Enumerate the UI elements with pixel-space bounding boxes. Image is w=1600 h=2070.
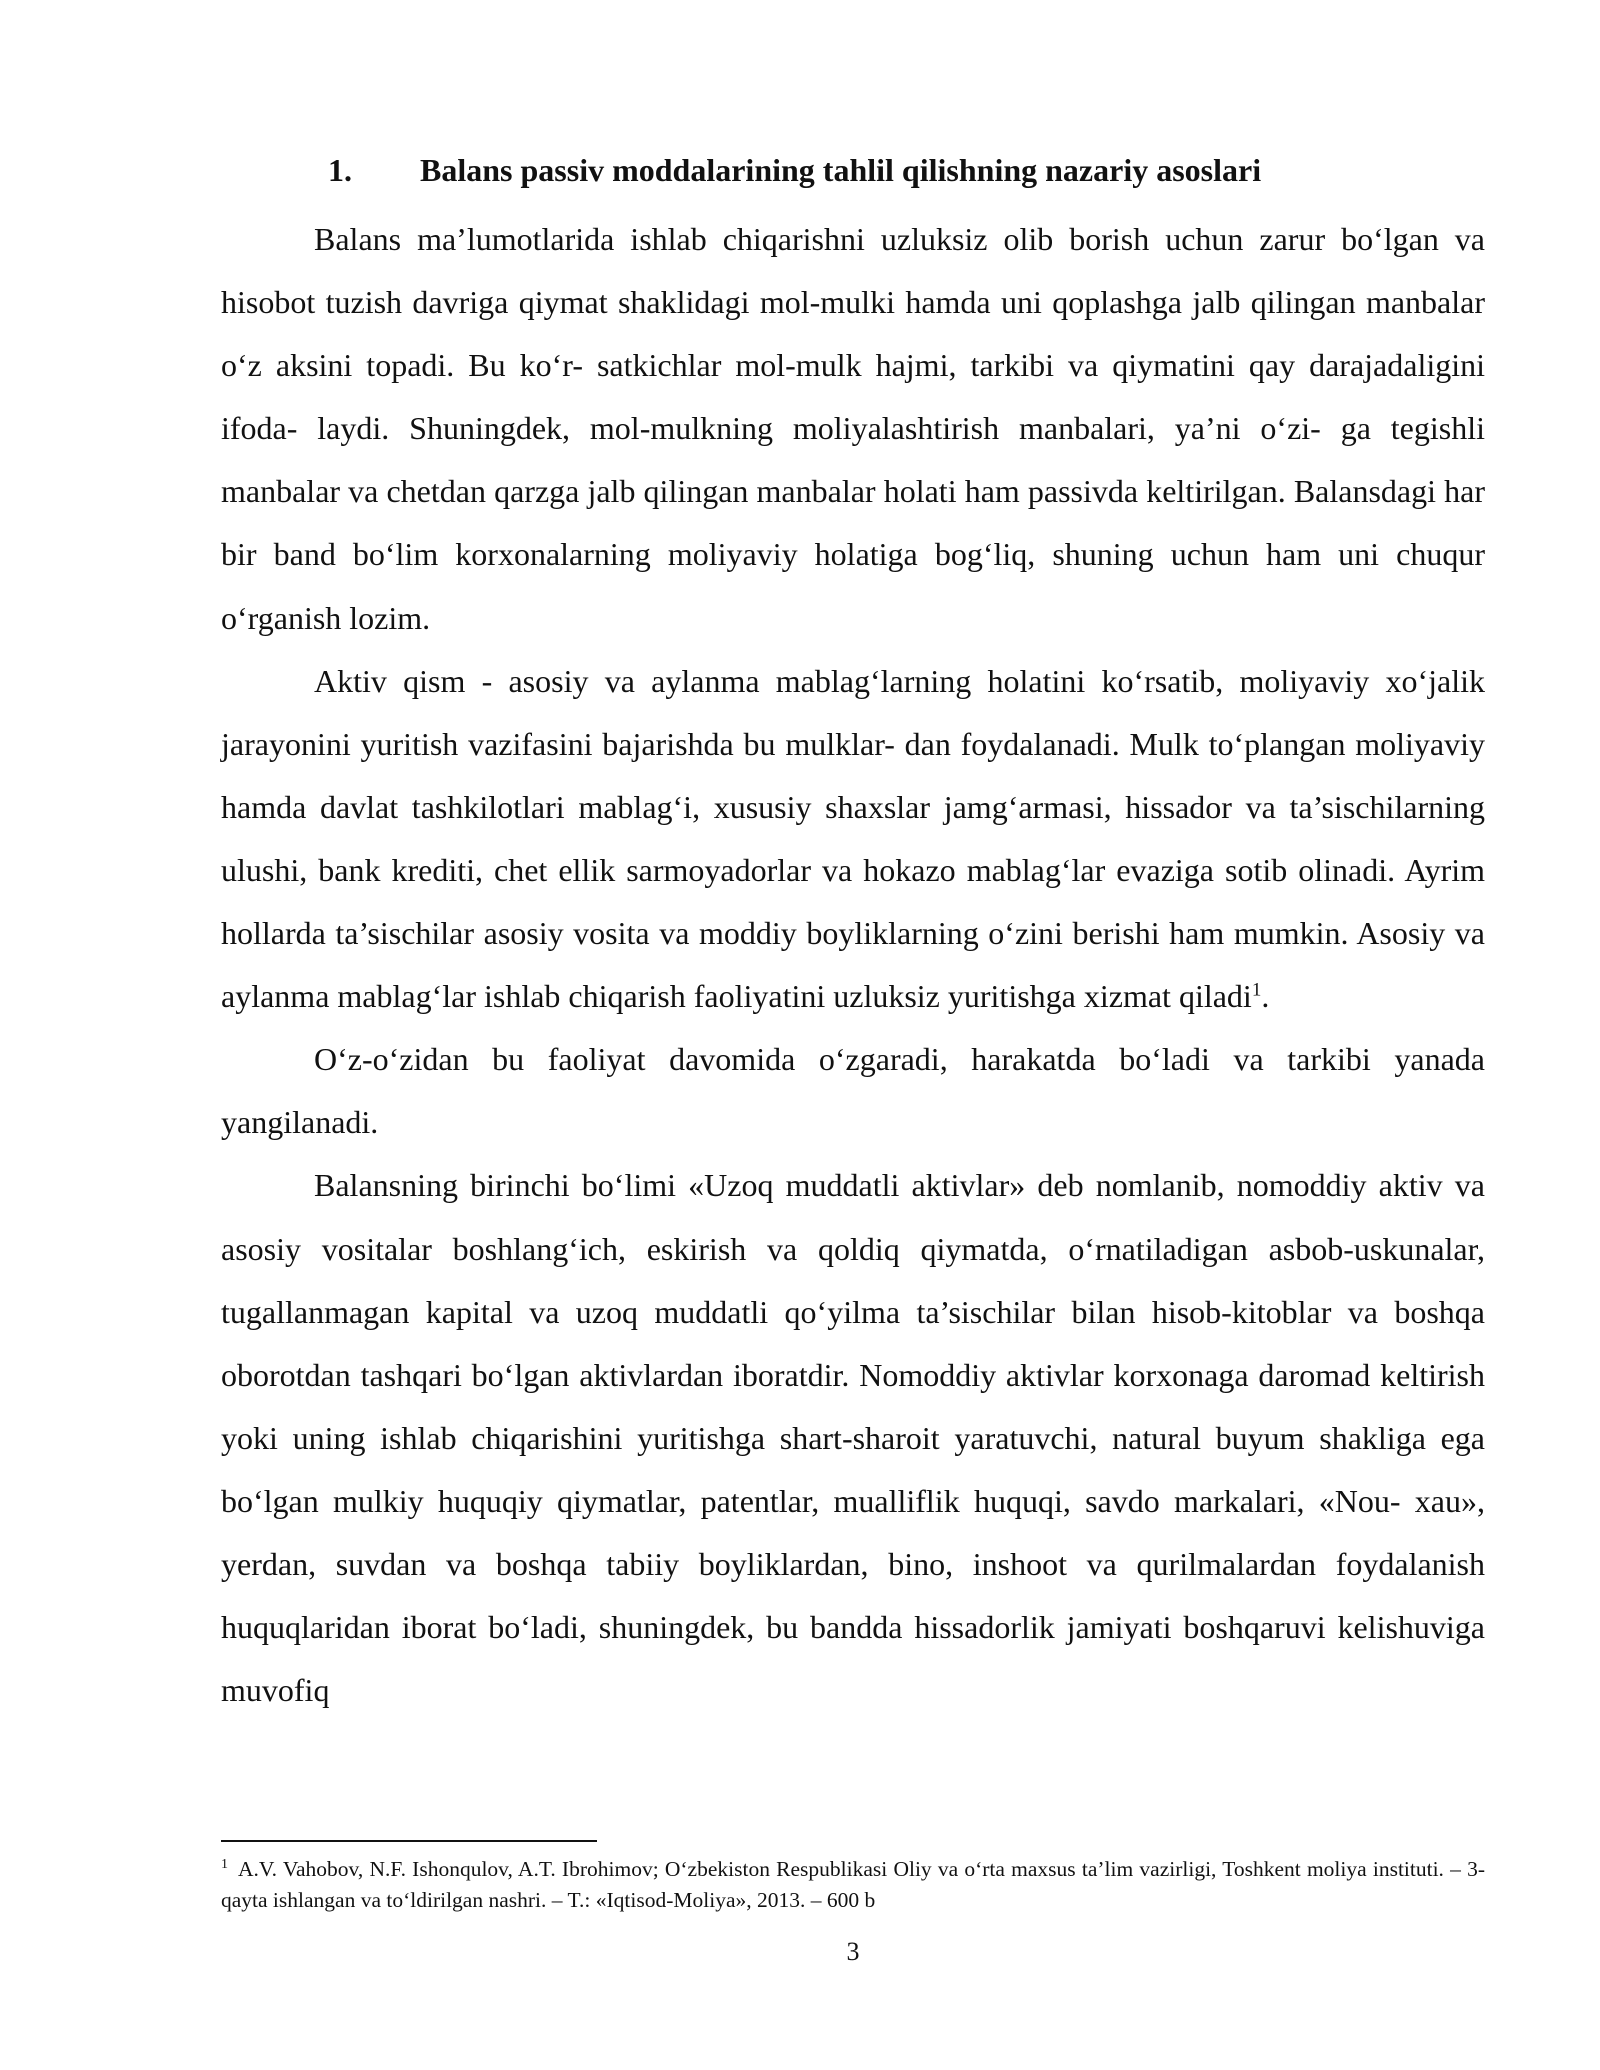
- footnote-reference[interactable]: 1: [1251, 979, 1262, 1001]
- section-number: 1.: [328, 152, 352, 188]
- section-title: Balans passiv moddalarining tahlil qilishning nazariy asoslari: [420, 152, 1262, 188]
- paragraph-2-end: .: [1261, 978, 1270, 1015]
- footnote: [221, 1854, 1485, 1916]
- page-body: [221, 146, 1485, 1722]
- paragraph-1: Balans ma’lumotlarida ishlab chiqarishni uzluksiz olib borish uchun zarur bo‘lgan va hisobot tuzish davriga qiymat shaklidagi mol-mulki hamda uni qoplashga jalb qilingan manbalar o‘z aksini topadi. Bu ko‘r- satkichlar mol-mulk hajmi, tarkibi va qiymatini qay darajadaligini ifoda- laydi. Shuningdek, mol-mulkning moliyalashtirish manbalari, ya’ni o‘zi- ga tegishli manbalar va chetdan qarzga jalb qilingan manbalar holati ham passivda keltirilgan. Balansdagi har bir band bo‘lim korxonalarning moliyaviy holatiga bog‘liq, shuning uchun ham uni chuqur o‘rganish lozim.: [221, 221, 1485, 636]
- paragraph-4: Balansning birinchi bo‘limi «Uzoq muddatli aktivlar» deb nomlanib, nomoddiy aktiv va asosiy vositalar boshlang‘ich, eskirish va qoldiq qiymatda, o‘rnatiladigan asbob-uskunalar, tugallanmagan kapital va uzoq muddatli qo‘yilma ta’sischilar bilan hisob-kitoblar va boshqa oborotdan tashqari bo‘lgan aktivlardan iboratdir. Nomoddiy aktivlar korxonaga daromad keltirish yoki uning ishlab chiqarishini yuritishga shart-sharoit yaratuvchi, natural buyum shakliga ega bo‘lgan mulkiy huquqiy qiymatlar, patentlar, mualliflik huquqi, savdo markalari, «Nou- xau», yerdan, suvdan va boshqa tabiiy boyliklardan, bino, inshoot va qurilmalardan foydalanish huquqlaridan iborat bo‘ladi, shuningdek, bu bandda hissadorlik jamiyati boshqaruvi kelishuviga muvofiq: [221, 1167, 1485, 1709]
- footnote-separator: [221, 1840, 597, 1842]
- page-number: 3: [846, 1937, 860, 1966]
- footnote-marker: 1: [221, 1856, 228, 1872]
- paragraph-2: [221, 650, 1485, 1029]
- section-heading: [221, 146, 1485, 194]
- footnote-text: A.V. Vahobov, N.F. Ishonqulov, A.T. Ibrohimov; O‘zbekiston Respublikasi Oliy va o‘rta maxsus ta’lim vazirligi, Toshkent moliya instituti. – 3- qayta ishlangan va to‘ldirilgan nashri. – T.: «Iqtisod-Moliya», 2013. – 600 b: [221, 1857, 1485, 1912]
- paragraph-3: O‘z-o‘zidan bu faoliyat davomida o‘zgaradi, harakatda bo‘ladi va tarkibi yanada yangilanadi.: [221, 1041, 1485, 1141]
- paragraph-2-text: Aktiv qism - asosiy va aylanma mablag‘larning holatini ko‘rsatib, moliyaviy xo‘jalik jarayonini yuritish vazifasini bajarishda bu mulklar- dan foydalanadi. Mulk to‘plangan moliyaviy hamda davlat tashkilotlari mablag‘i, xususiy shaxslar jamg‘armasi, hissador va ta’sischilarning ulushi, bank krediti, chet ellik sarmoyadorlar va hokazo mablag‘lar evaziga sotib olinadi. Ayrim hollarda ta’sischilar asosiy vosita va moddiy boyliklarning o‘zini berishi ham mumkin. Asosiy va aylanma mablag‘lar ishlab chiqarish faoliyatini uzluksiz yuritishga xizmat qiladi: [221, 662, 1485, 1015]
